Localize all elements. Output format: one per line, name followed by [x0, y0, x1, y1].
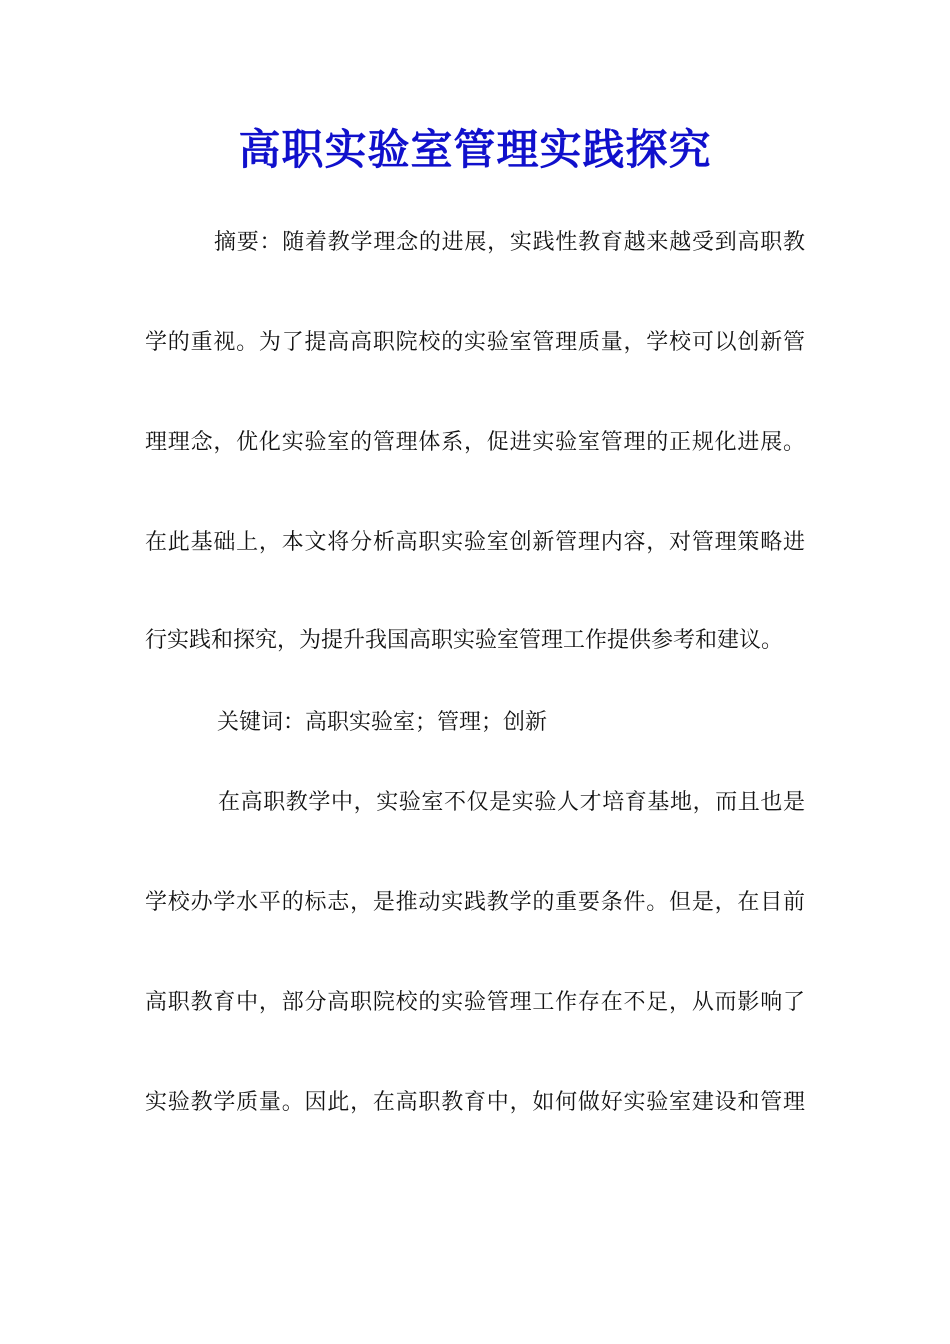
abstract-line: 学的重视。为了提高高职院校的实验室管理质量，学校可以创新管 — [145, 330, 805, 355]
abstract-line: 摘要：随着教学理念的进展，实践性教育越来越受到高职教 — [214, 230, 805, 255]
keywords-line: 关键词：高职实验室；管理；创新 — [217, 710, 548, 735]
body-line: 高职教育中，部分高职院校的实验管理工作存在不足，从而影响了 — [145, 990, 805, 1015]
abstract-line: 理理念，优化实验室的管理体系，促进实验室管理的正规化进展。 — [145, 430, 805, 455]
body-line: 实验教学质量。因此，在高职教育中，如何做好实验室建设和管理 — [145, 1090, 805, 1115]
document-title: 高职实验室管理实践探究 — [238, 125, 712, 174]
abstract-line: 行实践和探究，为提升我国高职实验室管理工作提供参考和建议。 — [145, 628, 784, 653]
body-line: 学校办学水平的标志，是推动实践教学的重要条件。但是，在目前 — [145, 890, 805, 915]
abstract-line: 在此基础上，本文将分析高职实验室创新管理内容，对管理策略进 — [145, 530, 805, 555]
body-line: 在高职教学中，实验室不仅是实验人才培育基地，而且也是 — [218, 790, 805, 815]
